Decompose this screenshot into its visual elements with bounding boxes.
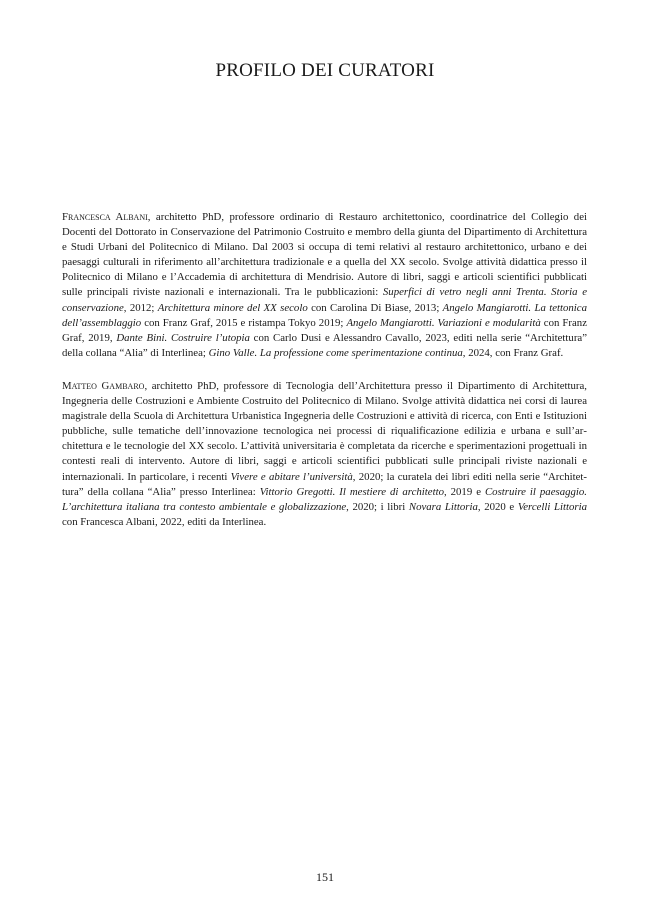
publication-title: Architettura minore del XX secolo bbox=[157, 301, 308, 314]
bio-text: con Franz Graf, 2019, bbox=[62, 316, 587, 344]
bio-text: , 2024, con Franz Graf. bbox=[462, 346, 564, 359]
publication-title: Vercelli Littoria bbox=[517, 500, 588, 513]
publication-title: Angelo Mangiarotti. Variazioni e modularità bbox=[346, 316, 541, 329]
publication-title: Superfici di vetro negli anni Trenta. Storia e conservazione bbox=[62, 286, 587, 314]
curator-name: Matteo Gambaro bbox=[62, 380, 145, 392]
bio-text: , 2020; la curatela dei libri editi nella serie “Architettura” della collana “Alia” presso Interlinea: bbox=[62, 470, 587, 498]
bio-text: , 2020; i libri bbox=[346, 500, 409, 513]
bio-text: con Carolina Di Biase, 2013; bbox=[307, 301, 443, 314]
page-number: 151 bbox=[316, 870, 334, 884]
publication-title: Angelo Mangiarotti. La tettonica dell’assemblaggio bbox=[62, 301, 587, 329]
curator-name: Francesca Albani bbox=[62, 211, 148, 223]
bio-text: con Francesca Albani, 2022, editi da Interlinea. bbox=[62, 515, 267, 528]
publication-title: Dante Bini. Costruire l’utopia bbox=[116, 331, 250, 344]
curator-bio-albani bbox=[62, 210, 587, 361]
curator-bio-gambaro bbox=[62, 379, 587, 530]
bio-text: , 2012; bbox=[123, 301, 158, 314]
publication-title: Vittorio Gregotti. Il mestiere di architetto bbox=[259, 485, 444, 498]
publication-title: Costruire il paesaggio. L’architettura italiana tra contesto ambientale e globalizzazione bbox=[62, 485, 587, 513]
page-title: PROFILO DEI CURATORI bbox=[215, 60, 435, 81]
publication-title: Vivere e abitare l’università bbox=[230, 470, 353, 483]
publication-title: Gino Valle. La professione come sperimentazione continua bbox=[208, 346, 463, 359]
bio-text: con Carlo Dusi e Alessandro Cavallo, 2023, editi nella serie “Architettura” della collana “Alia” di Interlinea; bbox=[62, 331, 588, 359]
publication-title: Novara Littoria bbox=[408, 500, 478, 513]
bio-text: con Franz Graf, 2015 e ristampa Tokyo 2019; bbox=[141, 316, 347, 329]
bio-text: , architetto PhD, professore di Tecnologia dell’Architettura presso il Dipartimento di Architettura, Ingegneria delle Costruzioni e Ambiente Costruito del Politecnico di Milano. Svolge attività didattica nei corsi di laurea magistrale della Scuola di Architettura Urbanistica Ingegneria delle Costruzioni e attività di ricerca, con Enti e Istituzioni pubbliche, sulle tematiche dell’innovazione tecnologica nei processi di riqualificazione edilizia e urbana e sull’architettura e le tecnologie del XX secolo. L’attività universitaria è completata da ricerche e sperimentazioni progettuali in contesti reali di intervento. Autore di libri, saggi e articoli scientifici pubblicati sulle principali riviste nazionali e internazionali. In particolare, i recenti bbox=[62, 380, 587, 483]
bio-text: , 2019 e bbox=[443, 485, 485, 498]
bio-text: , architetto PhD, professore ordinario di Restauro architettonico, coordinatrice del Collegio dei Docenti del Dottorato in Conservazione del Patrimonio Costruito e membro della giunta del Dipartimento di Architettura e Studi Urbani del Politecnico di Milano. Dal 2003 si occupa di temi relativi al restauro architettonico, urbano e dei paesaggi culturali in riferimento all’architettura tradizionale e a quella del XX secolo. Svolge attività didattica presso il Politecnico di Milano e l’Accademia di architettura di Mendrisio. Autore di libri, saggi e articoli scientifici pubblicati sulle principali riviste nazionali e internazionali. Tra le pubblicazioni: bbox=[62, 211, 587, 299]
bio-text: , 2020 e bbox=[477, 500, 518, 513]
